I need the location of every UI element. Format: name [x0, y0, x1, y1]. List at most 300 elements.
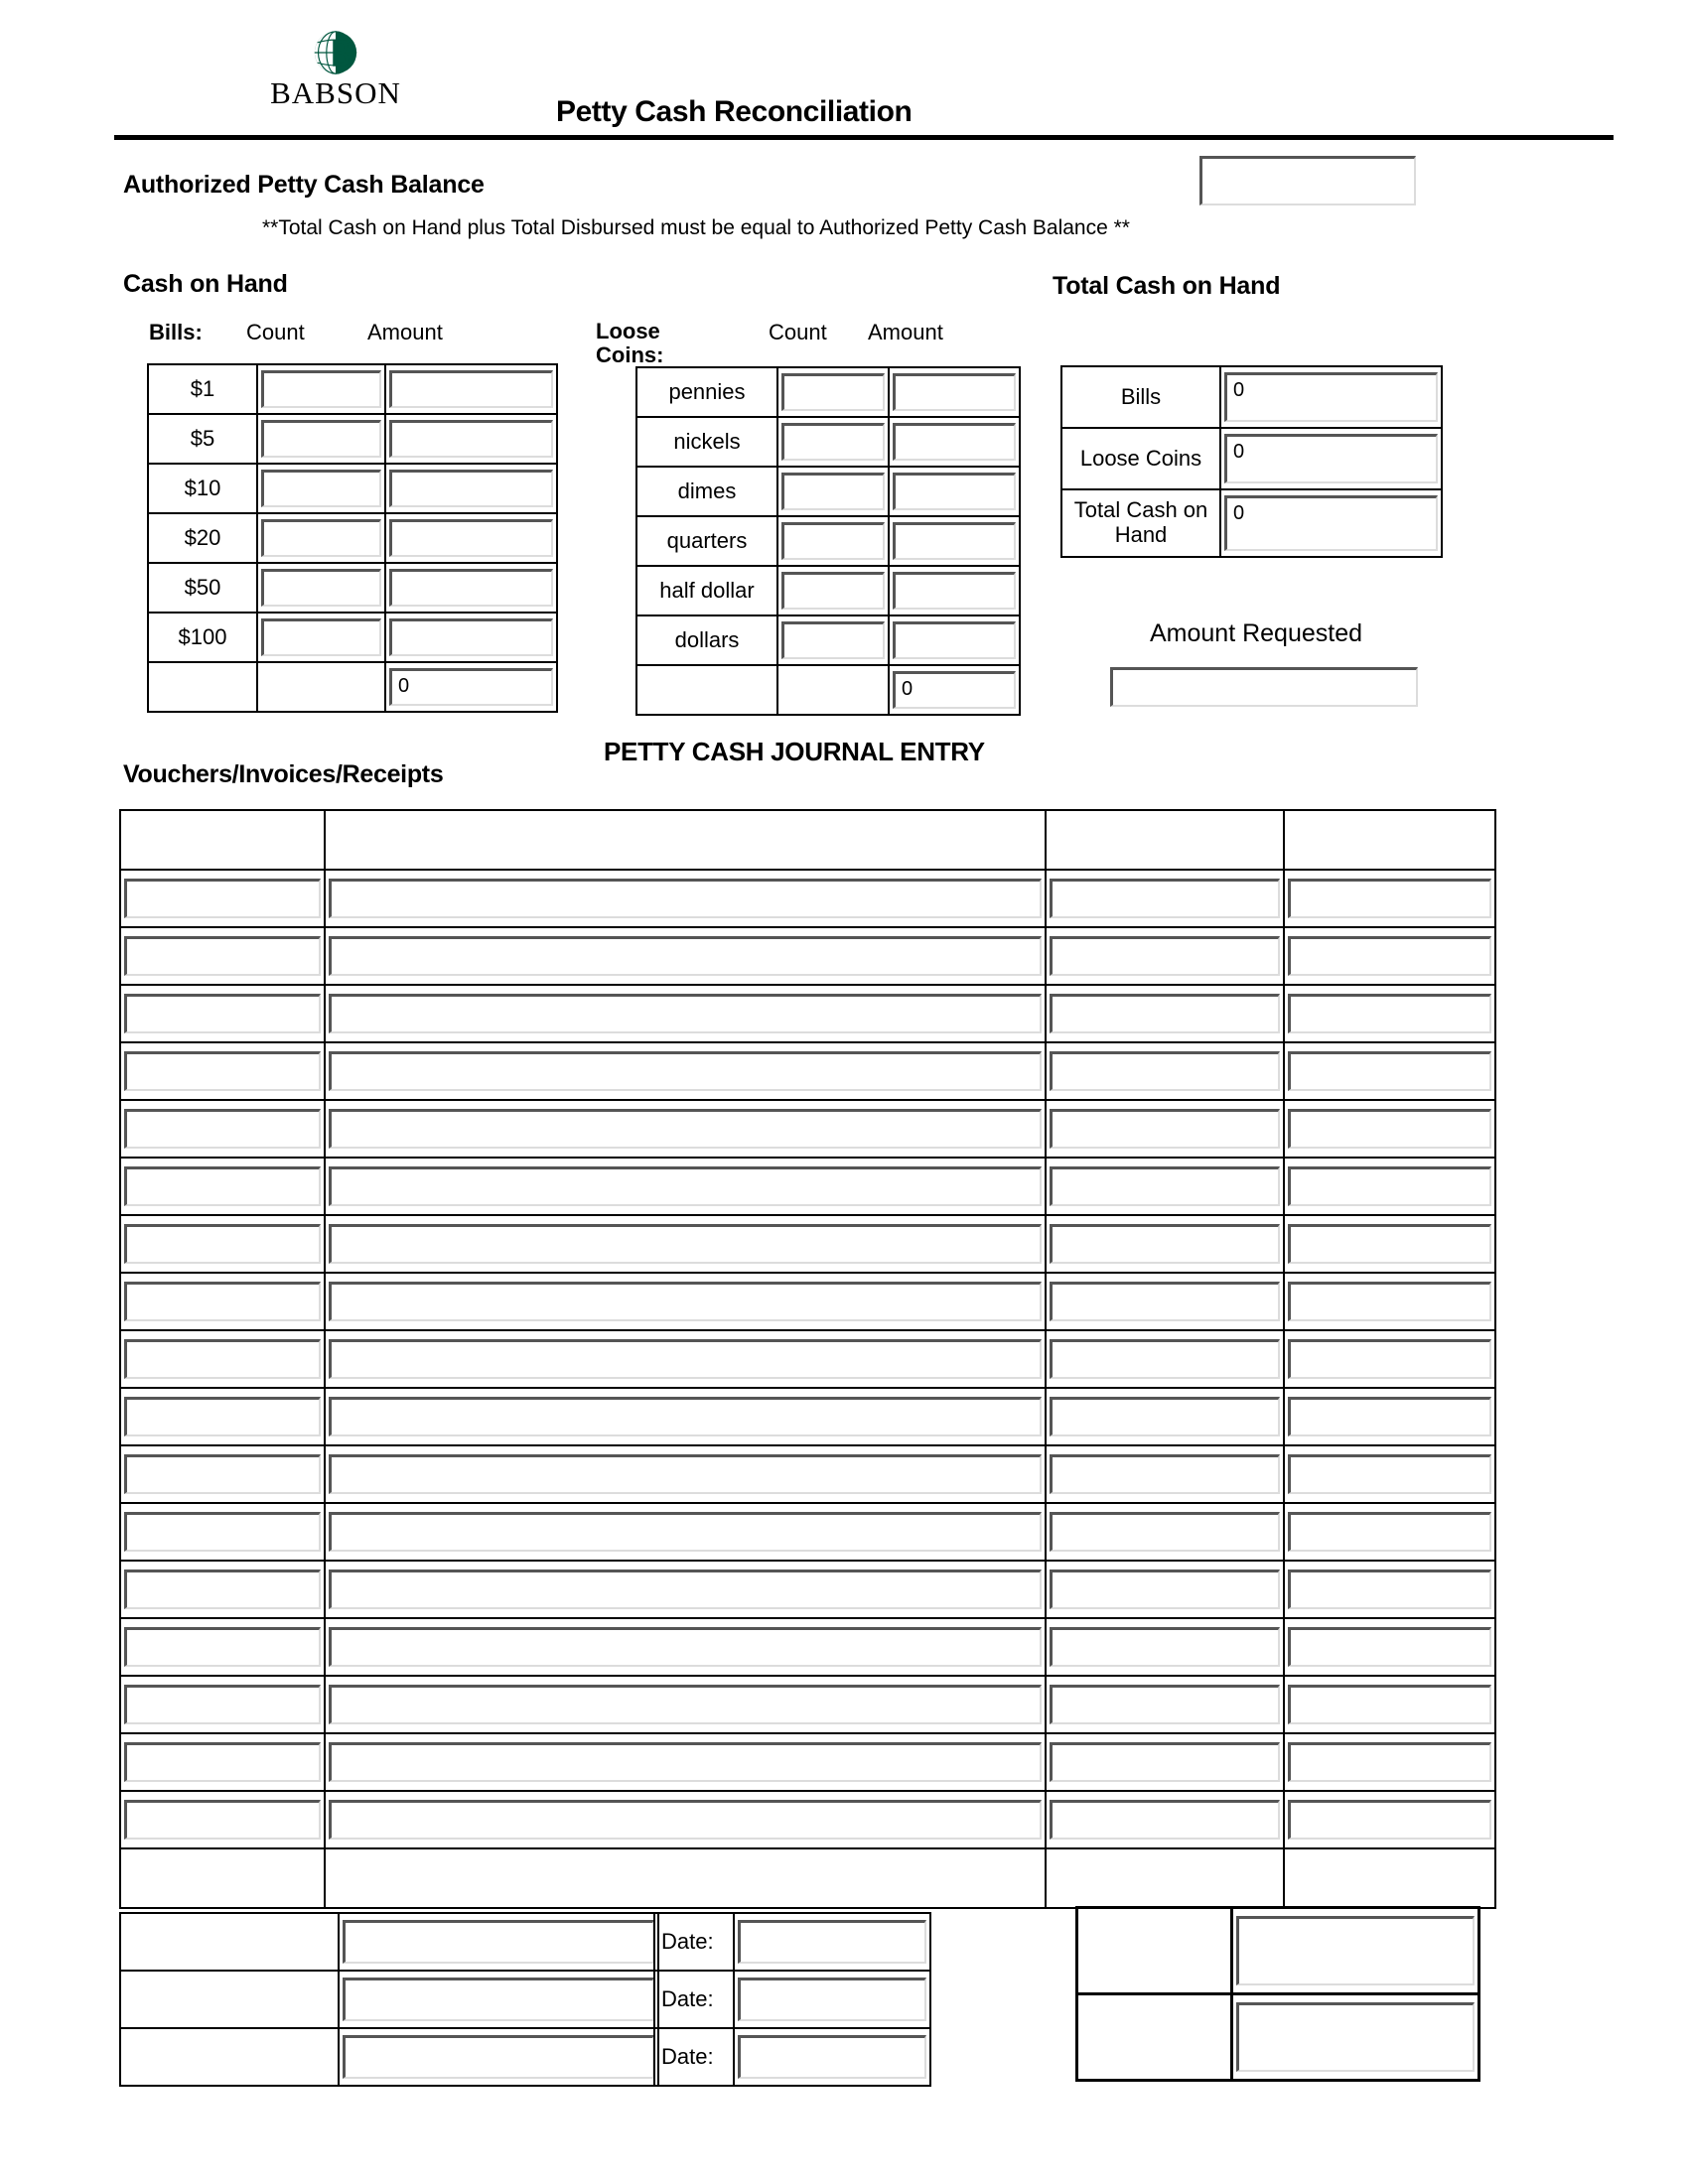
journal-cell: [325, 1215, 1046, 1273]
approval-table: [1075, 1906, 1480, 2082]
table-row: [1077, 1908, 1479, 1994]
journal-cell: [120, 1733, 325, 1791]
bills-amount-input[interactable]: [389, 470, 553, 507]
bills-label: Bills:: [149, 320, 203, 344]
bills-row-amount-cell: [385, 513, 557, 563]
approval-value-cell: [1232, 1908, 1479, 1994]
journal-cell: [1046, 1273, 1284, 1330]
journal-cell: [1284, 1388, 1495, 1445]
signature-input[interactable]: [343, 1920, 654, 1964]
journal-input-c1[interactable]: [124, 1224, 321, 1264]
journal-cell: [120, 985, 325, 1042]
bills-total-label: [148, 662, 257, 712]
coins-count-input[interactable]: [781, 522, 885, 560]
journal-input-c4[interactable]: [1288, 1282, 1491, 1321]
coins-row-amount-cell: [889, 367, 1020, 417]
bills-amount-input[interactable]: [389, 420, 553, 458]
page-title: Petty Cash Reconciliation: [556, 95, 913, 128]
journal-input-c4[interactable]: [1288, 1397, 1491, 1436]
bills-row-count-cell: [257, 464, 385, 513]
journal-cell: [1046, 1215, 1284, 1273]
journal-cell: [120, 1388, 325, 1445]
signature-label: [120, 2028, 339, 2086]
journal-input-c4[interactable]: [1288, 994, 1491, 1033]
signature-input[interactable]: [343, 2035, 654, 2079]
journal-footer-cell: [120, 1848, 325, 1908]
total-row-label: Bills: [1061, 366, 1220, 428]
signature-value-cell: [339, 1971, 658, 2028]
journal-cell: [120, 1618, 325, 1676]
journal-input-c2[interactable]: [329, 879, 1042, 918]
journal-input-c2[interactable]: [329, 1051, 1042, 1091]
journal-input-c4[interactable]: [1288, 1166, 1491, 1206]
bills-amount-header: Amount: [367, 320, 443, 344]
coins-count-input[interactable]: [781, 423, 885, 461]
coins-row-count-cell: [777, 615, 889, 665]
table-row: [120, 1273, 1495, 1330]
journal-cell: [1046, 1330, 1284, 1388]
loose-coins-table: [635, 366, 1021, 716]
table-row: [636, 516, 1020, 566]
journal-input-c3[interactable]: [1050, 1166, 1280, 1206]
table-row: [120, 1791, 1495, 1848]
journal-cell: [1284, 1273, 1495, 1330]
table-row: [636, 566, 1020, 615]
coins-row-label: dollars: [636, 615, 777, 665]
journal-input-c2[interactable]: [329, 1627, 1042, 1667]
bills-count-input[interactable]: [261, 569, 381, 607]
journal-input-c1[interactable]: [124, 879, 321, 918]
signature-value-cell: [339, 1913, 658, 1971]
journal-input-c2[interactable]: [329, 1339, 1042, 1379]
babson-logo: [256, 30, 415, 108]
journal-cell: [1284, 1042, 1495, 1100]
journal-input-c4[interactable]: [1288, 1109, 1491, 1149]
journal-input-c2[interactable]: [329, 1397, 1042, 1436]
journal-input-c1[interactable]: [124, 1397, 321, 1436]
journal-input-c1[interactable]: [124, 1454, 321, 1494]
authorized-balance-label: Authorized Petty Cash Balance: [123, 171, 485, 199]
journal-cell: [325, 1445, 1046, 1503]
coins-amount-header: Amount: [868, 320, 943, 344]
amount-requested-field-wrap: [1110, 667, 1418, 707]
journal-input-c3[interactable]: [1050, 1454, 1280, 1494]
signature-value-cell: [339, 2028, 658, 2086]
total-cash-on-hand-heading: Total Cash on Hand: [1053, 272, 1281, 300]
table-row: [148, 414, 557, 464]
journal-cell: [120, 1100, 325, 1158]
journal-input-c3[interactable]: [1050, 1339, 1280, 1379]
table-row: [120, 1561, 1495, 1618]
bills-row-amount-cell: [385, 613, 557, 662]
journal-input-c3[interactable]: [1050, 1742, 1280, 1782]
journal-input-c1[interactable]: [124, 1166, 321, 1206]
journal-input-c1[interactable]: [124, 1800, 321, 1840]
vouchers-heading: Vouchers/Invoices/Receipts: [123, 760, 444, 788]
journal-cell: [325, 1561, 1046, 1618]
table-row: [148, 563, 557, 613]
table-row: [120, 1042, 1495, 1100]
signature-input[interactable]: [343, 1978, 654, 2021]
journal-input-c3[interactable]: [1050, 994, 1280, 1033]
journal-input-c1[interactable]: [124, 994, 321, 1033]
journal-input-c2[interactable]: [329, 936, 1042, 976]
bills-row-amount-cell: [385, 414, 557, 464]
journal-cell: [120, 1042, 325, 1100]
bills-row-count-cell: [257, 513, 385, 563]
table-row: [1077, 1994, 1479, 2081]
coins-amount-input[interactable]: [893, 373, 1016, 411]
table-row: [120, 1733, 1495, 1791]
journal-cell: [1046, 1100, 1284, 1158]
table-row: [120, 927, 1495, 985]
table-row: [120, 985, 1495, 1042]
journal-cell: [1284, 927, 1495, 985]
coins-total-amount-cell: [889, 665, 1020, 715]
journal-input-c1[interactable]: [124, 1339, 321, 1379]
journal-footer-cell: [325, 1848, 1046, 1908]
journal-footer-cell: [1046, 1848, 1284, 1908]
coins-amount-input[interactable]: [893, 473, 1016, 510]
table-row: [1061, 489, 1442, 557]
coins-amount-input[interactable]: [893, 522, 1016, 560]
bills-total-count: [257, 662, 385, 712]
bills-count-input[interactable]: [261, 519, 381, 557]
coins-count-input[interactable]: [781, 572, 885, 610]
journal-header-cell: [325, 810, 1046, 870]
journal-cell: [1284, 1215, 1495, 1273]
bills-total-row: [148, 662, 557, 712]
journal-cell: [325, 1503, 1046, 1561]
table-row: [120, 870, 1495, 927]
coins-total-count: [777, 665, 889, 715]
journal-input-c1[interactable]: [124, 1109, 321, 1149]
journal-input-c4[interactable]: [1288, 1570, 1491, 1609]
total-row-label: Loose Coins: [1061, 428, 1220, 489]
signature-label: [120, 1971, 339, 2028]
journal-cell: [1046, 1503, 1284, 1561]
approval-value-cell: [1232, 1994, 1479, 2081]
signature-table: [119, 1912, 659, 2087]
journal-header-cell: [1284, 810, 1495, 870]
bills-amount-input[interactable]: [389, 618, 553, 656]
bills-count-input[interactable]: [261, 420, 381, 458]
journal-input-c2[interactable]: [329, 1570, 1042, 1609]
table-row: [120, 1388, 1495, 1445]
table-row: [120, 1445, 1495, 1503]
coins-count-header: Count: [769, 320, 827, 344]
journal-input-c2[interactable]: [329, 1685, 1042, 1724]
cash-on-hand-heading: Cash on Hand: [123, 270, 288, 298]
journal-footer-cell: [1284, 1848, 1495, 1908]
bills-total-amount-cell: [385, 662, 557, 712]
date-label: Date:: [654, 1913, 734, 1971]
journal-cell: [1046, 1445, 1284, 1503]
table-row: [148, 513, 557, 563]
journal-cell: [1284, 1100, 1495, 1158]
coins-count-input[interactable]: [781, 621, 885, 659]
table-row: [636, 467, 1020, 516]
journal-cell: [120, 1676, 325, 1733]
journal-cell: [325, 1676, 1046, 1733]
total-cash-on-hand-input[interactable]: 0: [1224, 495, 1438, 551]
table-row: [120, 1503, 1495, 1561]
journal-input-c3[interactable]: [1050, 1109, 1280, 1149]
table-row: [120, 1913, 658, 1971]
journal-cell: [1046, 1158, 1284, 1215]
journal-input-c1[interactable]: [124, 1570, 321, 1609]
journal-input-c4[interactable]: [1288, 1512, 1491, 1552]
coins-row-label: half dollar: [636, 566, 777, 615]
journal-header-cell: [1046, 810, 1284, 870]
approval-label: [1077, 1994, 1232, 2081]
journal-input-c1[interactable]: [124, 1685, 321, 1724]
total-row-value-cell: [1220, 366, 1442, 428]
table-row: [120, 1158, 1495, 1215]
journal-input-c4[interactable]: [1288, 1742, 1491, 1782]
bills-row-label: $20: [148, 513, 257, 563]
table-row: [654, 1913, 930, 1971]
bills-row-count-cell: [257, 414, 385, 464]
amount-requested-input[interactable]: [1110, 667, 1418, 707]
petty-cash-journal-table: [119, 809, 1496, 1909]
babson-globe-b-logo-icon: [313, 30, 358, 75]
journal-header-row: [120, 810, 1495, 870]
journal-cell: [325, 927, 1046, 985]
bills-row-label: $50: [148, 563, 257, 613]
journal-cell: [1046, 1561, 1284, 1618]
journal-cell: [325, 1791, 1046, 1848]
bills-row-label: $1: [148, 364, 257, 414]
journal-input-c4[interactable]: [1288, 936, 1491, 976]
journal-input-c2[interactable]: [329, 1166, 1042, 1206]
date-input[interactable]: [738, 2035, 926, 2079]
bills-amount-input[interactable]: [389, 569, 553, 607]
coins-row-count-cell: [777, 467, 889, 516]
journal-cell: [325, 1158, 1046, 1215]
table-row: [148, 364, 557, 414]
bills-row-label: $10: [148, 464, 257, 513]
journal-cell: [1284, 870, 1495, 927]
bills-amount-input[interactable]: [389, 519, 553, 557]
journal-input-c3[interactable]: [1050, 1282, 1280, 1321]
bills-total-amount-input[interactable]: 0: [389, 668, 553, 706]
coins-amount-input[interactable]: [893, 423, 1016, 461]
journal-cell: [1046, 1791, 1284, 1848]
coins-row-count-cell: [777, 566, 889, 615]
total-row-label: Total Cash on Hand: [1061, 489, 1220, 557]
journal-input-c3[interactable]: [1050, 936, 1280, 976]
coins-row-count-cell: [777, 367, 889, 417]
journal-cell: [325, 1330, 1046, 1388]
table-row: [636, 417, 1020, 467]
coins-row-label: dimes: [636, 467, 777, 516]
journal-input-c3[interactable]: [1050, 1627, 1280, 1667]
date-value-cell: [734, 1971, 930, 2028]
journal-input-c4[interactable]: [1288, 1627, 1491, 1667]
table-row: [1061, 366, 1442, 428]
approval-input[interactable]: [1236, 1916, 1475, 1985]
journal-cell: [1046, 1618, 1284, 1676]
journal-cell: [1046, 985, 1284, 1042]
coins-count-input[interactable]: [781, 473, 885, 510]
bills-row-count-cell: [257, 563, 385, 613]
coins-row-count-cell: [777, 417, 889, 467]
journal-input-c4[interactable]: [1288, 1454, 1491, 1494]
total-loose-coins-input[interactable]: 0: [1224, 434, 1438, 483]
table-row: [120, 1100, 1495, 1158]
journal-input-c4[interactable]: [1288, 879, 1491, 918]
journal-cell: [325, 1273, 1046, 1330]
journal-cell: [1284, 1503, 1495, 1561]
date-table: [653, 1912, 931, 2087]
approval-label: [1077, 1908, 1232, 1994]
journal-input-c4[interactable]: [1288, 1224, 1491, 1264]
journal-input-c2[interactable]: [329, 1282, 1042, 1321]
total-cash-on-hand-table: [1060, 365, 1443, 558]
total-row-value-cell: [1220, 489, 1442, 557]
journal-cell: [1046, 870, 1284, 927]
bills-count-input[interactable]: [261, 470, 381, 507]
bills-count-input[interactable]: [261, 370, 381, 408]
total-bills-input[interactable]: 0: [1224, 372, 1438, 422]
journal-cell: [1046, 1733, 1284, 1791]
bills-row-label: $5: [148, 414, 257, 464]
journal-input-c1[interactable]: [124, 1282, 321, 1321]
journal-cell: [1046, 1388, 1284, 1445]
date-input[interactable]: [738, 1920, 926, 1964]
journal-input-c3[interactable]: [1050, 1800, 1280, 1840]
journal-input-c1[interactable]: [124, 1512, 321, 1552]
coins-row-label: quarters: [636, 516, 777, 566]
journal-cell: [1046, 1676, 1284, 1733]
journal-cell: [325, 1733, 1046, 1791]
journal-cell: [120, 870, 325, 927]
coins-row-amount-cell: [889, 516, 1020, 566]
journal-input-c4[interactable]: [1288, 1051, 1491, 1091]
table-row: [120, 1215, 1495, 1273]
journal-input-c2[interactable]: [329, 1224, 1042, 1264]
journal-input-c3[interactable]: [1050, 1051, 1280, 1091]
journal-cell: [1284, 1618, 1495, 1676]
table-row: [654, 1971, 930, 2028]
journal-input-c1[interactable]: [124, 1051, 321, 1091]
coins-total-row: [636, 665, 1020, 715]
bills-count-input[interactable]: [261, 618, 381, 656]
coins-row-label: pennies: [636, 367, 777, 417]
journal-cell: [1284, 1158, 1495, 1215]
table-row: [636, 615, 1020, 665]
journal-header-cell: [120, 810, 325, 870]
signature-label: [120, 1913, 339, 1971]
date-label: Date:: [654, 1971, 734, 2028]
table-row: [120, 1618, 1495, 1676]
bills-row-label: $100: [148, 613, 257, 662]
journal-cell: [1284, 1791, 1495, 1848]
journal-input-c2[interactable]: [329, 1742, 1042, 1782]
journal-cell: [1284, 1330, 1495, 1388]
journal-cell: [1284, 985, 1495, 1042]
journal-cell: [1284, 1445, 1495, 1503]
journal-input-c3[interactable]: [1050, 1224, 1280, 1264]
coins-row-amount-cell: [889, 615, 1020, 665]
bills-row-count-cell: [257, 613, 385, 662]
date-value-cell: [734, 1913, 930, 1971]
coins-amount-input[interactable]: [893, 572, 1016, 610]
bills-row-amount-cell: [385, 364, 557, 414]
journal-input-c2[interactable]: [329, 1512, 1042, 1552]
journal-input-c2[interactable]: [329, 994, 1042, 1033]
journal-cell: [120, 927, 325, 985]
journal-input-c3[interactable]: [1050, 1685, 1280, 1724]
table-row: [120, 1971, 658, 2028]
journal-input-c4[interactable]: [1288, 1339, 1491, 1379]
header-divider: [114, 135, 1614, 140]
bills-row-amount-cell: [385, 464, 557, 513]
coins-row-amount-cell: [889, 467, 1020, 516]
journal-input-c1[interactable]: [124, 1742, 321, 1782]
journal-input-c3[interactable]: [1050, 1512, 1280, 1552]
journal-cell: [120, 1791, 325, 1848]
date-input[interactable]: [738, 1978, 926, 2021]
journal-cell: [325, 985, 1046, 1042]
journal-input-c1[interactable]: [124, 1627, 321, 1667]
journal-input-c1[interactable]: [124, 936, 321, 976]
journal-cell: [325, 1042, 1046, 1100]
authorized-balance-input[interactable]: [1199, 156, 1416, 205]
journal-input-c4[interactable]: [1288, 1685, 1491, 1724]
journal-input-c3[interactable]: [1050, 879, 1280, 918]
coins-count-input[interactable]: [781, 373, 885, 411]
table-row: [120, 1330, 1495, 1388]
babson-wordmark: BABSON: [270, 75, 401, 110]
approval-input[interactable]: [1236, 2002, 1475, 2072]
coins-row-amount-cell: [889, 417, 1020, 467]
table-row: [148, 464, 557, 513]
journal-cell: [120, 1158, 325, 1215]
table-row: [120, 1676, 1495, 1733]
journal-cell: [120, 1273, 325, 1330]
journal-input-c2[interactable]: [329, 1454, 1042, 1494]
coins-amount-input[interactable]: [893, 621, 1016, 659]
journal-cell: [325, 1618, 1046, 1676]
journal-cell: [120, 1215, 325, 1273]
loose-coins-label: Loose Coins:: [596, 319, 664, 367]
balance-note: **Total Cash on Hand plus Total Disbursed must be equal to Authorized Petty Cash Balance **: [262, 216, 1130, 239]
journal-input-c2[interactable]: [329, 1800, 1042, 1840]
journal-input-c3[interactable]: [1050, 1397, 1280, 1436]
table-row: [1061, 428, 1442, 489]
journal-cell: [1284, 1676, 1495, 1733]
table-row: [636, 367, 1020, 417]
coins-total-amount-input[interactable]: 0: [893, 671, 1016, 709]
coins-row-count-cell: [777, 516, 889, 566]
bills-row-amount-cell: [385, 563, 557, 613]
journal-cell: [1046, 1042, 1284, 1100]
table-row: [120, 2028, 658, 2086]
journal-input-c3[interactable]: [1050, 1570, 1280, 1609]
journal-cell: [1284, 1561, 1495, 1618]
journal-cell: [1046, 927, 1284, 985]
date-label: Date:: [654, 2028, 734, 2086]
journal-input-c4[interactable]: [1288, 1800, 1491, 1840]
table-row: [654, 2028, 930, 2086]
journal-input-c2[interactable]: [329, 1109, 1042, 1149]
bills-count-header: Count: [246, 320, 305, 344]
authorized-balance-field-wrap: [1199, 156, 1416, 205]
bills-amount-input[interactable]: [389, 370, 553, 408]
journal-footer-row: [120, 1848, 1495, 1908]
